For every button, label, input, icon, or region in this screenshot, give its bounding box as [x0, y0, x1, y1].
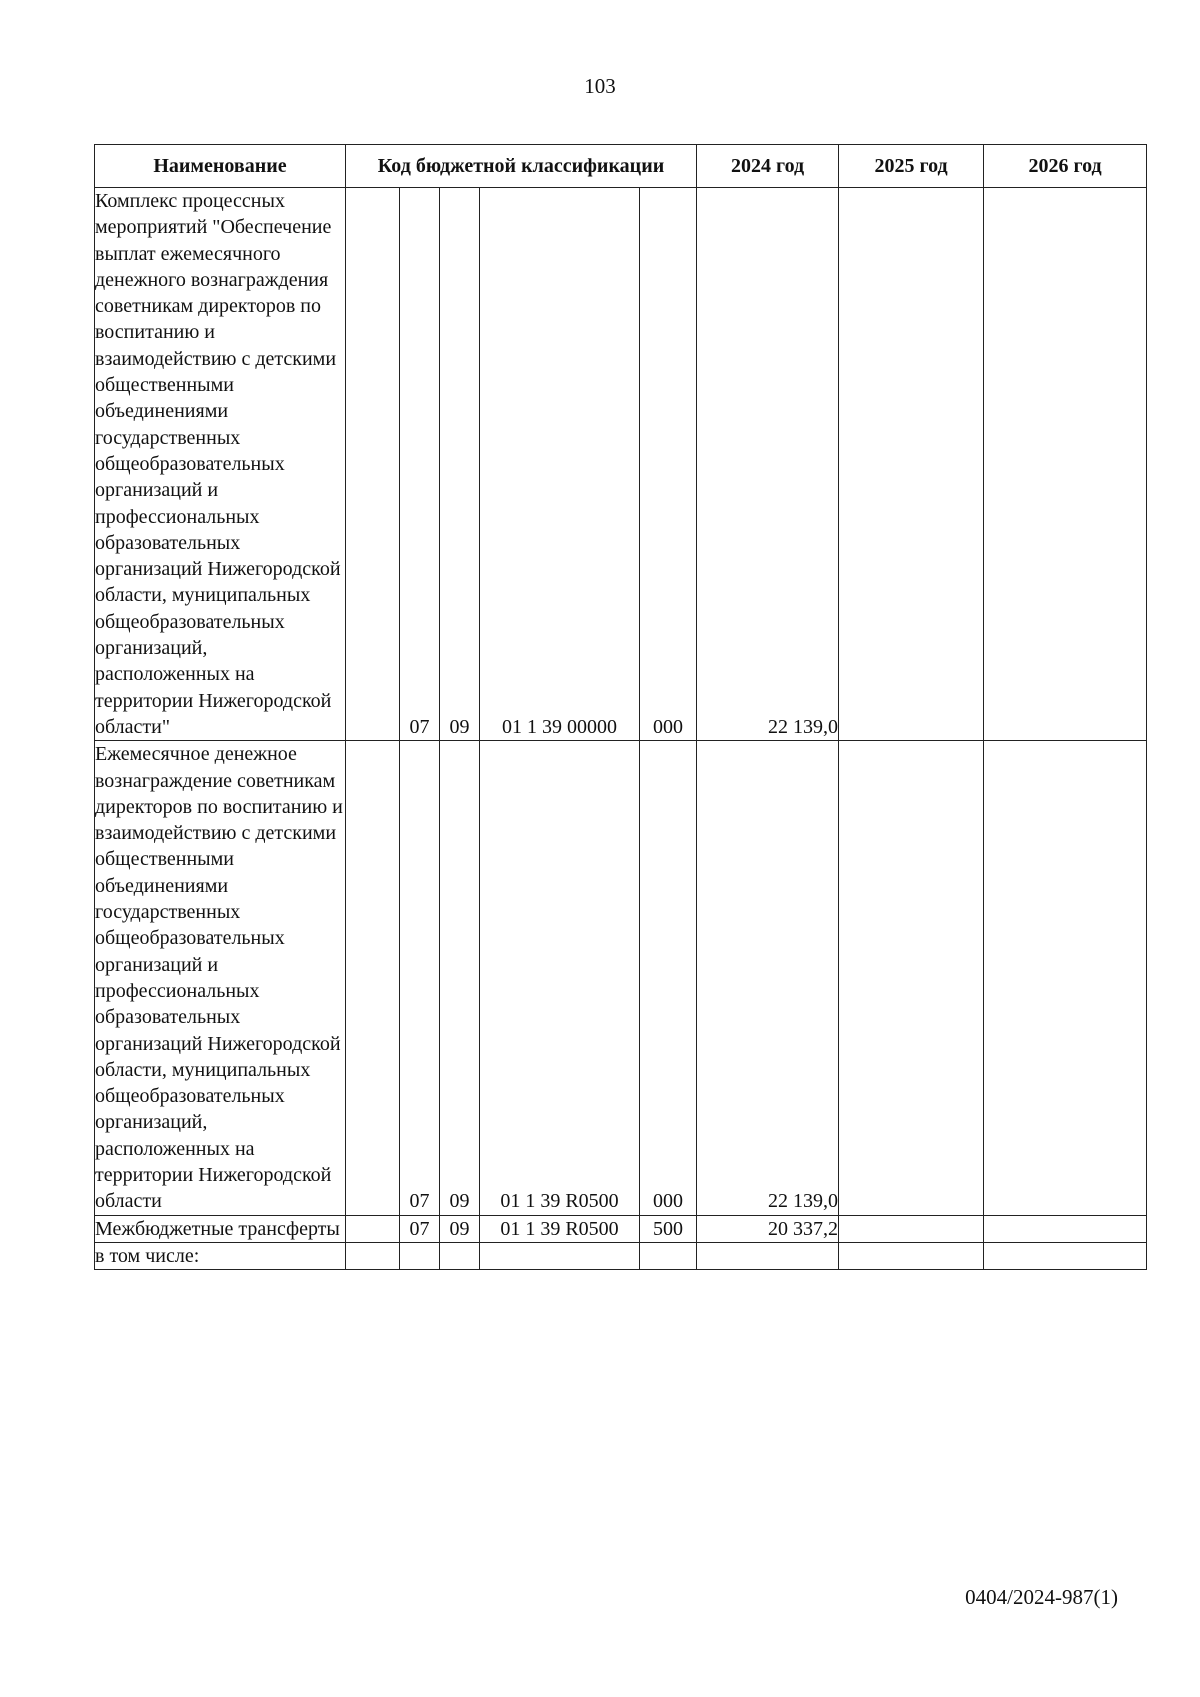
row-value-2025: [839, 1215, 984, 1242]
budget-table: [94, 144, 1147, 1270]
row-empty-code: [346, 1242, 400, 1269]
row-name: Межбюджетные трансферты: [95, 1215, 346, 1242]
row-type: 000: [640, 188, 697, 741]
table-row: [95, 741, 1147, 1215]
row-section: 07: [400, 188, 440, 741]
row-subsection: [440, 1242, 480, 1269]
document-code: 0404/2024-987(1): [965, 1585, 1118, 1609]
row-type: [640, 1242, 697, 1269]
row-value-2026: [984, 741, 1147, 1215]
row-subsection: 09: [440, 741, 480, 1215]
table-row: [95, 1242, 1147, 1269]
row-value-2024: 22 139,0: [697, 188, 839, 741]
row-target: 01 1 39 R0500: [480, 1215, 640, 1242]
row-name: Комплекс процессных мероприятий "Обеспечение выплат ежемесячного денежного вознаграждения советникам директоров по воспитанию и взаимодействию с детскими общественными объединениями государственных общеобразовательных организаций и профессиональных образовательных организаций Нижегородской области, муниципальных общеобразовательных организаций, расположенных на территории Нижегородской области": [95, 188, 346, 741]
row-target: [480, 1242, 640, 1269]
row-empty-code: [346, 1215, 400, 1242]
header-name: Наименование: [95, 145, 346, 188]
row-value-2024: [697, 1242, 839, 1269]
page-number: 103: [584, 74, 616, 98]
header-code: Код бюджетной классификации: [346, 145, 697, 188]
row-subsection: 09: [440, 1215, 480, 1242]
header-2026: 2026 год: [984, 145, 1147, 188]
row-name: в том числе:: [95, 1242, 346, 1269]
row-value-2025: [839, 741, 984, 1215]
row-value-2024: 20 337,2: [697, 1215, 839, 1242]
row-value-2024: 22 139,0: [697, 741, 839, 1215]
table-row: [95, 1215, 1147, 1242]
row-type: 000: [640, 741, 697, 1215]
row-target: 01 1 39 00000: [480, 188, 640, 741]
row-section: [400, 1242, 440, 1269]
header-2024: 2024 год: [697, 145, 839, 188]
header-2025: 2025 год: [839, 145, 984, 188]
row-type: 500: [640, 1215, 697, 1242]
row-value-2025: [839, 188, 984, 741]
row-value-2026: [984, 188, 1147, 741]
row-value-2026: [984, 1215, 1147, 1242]
row-name: Ежемесячное денежное вознаграждение советникам директоров по воспитанию и взаимодействию с детскими общественными объединениями государственных общеобразовательных организаций и профессиональных образовательных организаций Нижегородской области, муниципальных общеобразовательных организаций, расположенных на территории Нижегородской области: [95, 741, 346, 1215]
table-row: [95, 188, 1147, 741]
row-value-2026: [984, 1242, 1147, 1269]
row-subsection: 09: [440, 188, 480, 741]
row-empty-code: [346, 741, 400, 1215]
row-value-2025: [839, 1242, 984, 1269]
row-empty-code: [346, 188, 400, 741]
table-header-row: [95, 145, 1147, 188]
row-target: 01 1 39 R0500: [480, 741, 640, 1215]
row-section: 07: [400, 741, 440, 1215]
row-section: 07: [400, 1215, 440, 1242]
